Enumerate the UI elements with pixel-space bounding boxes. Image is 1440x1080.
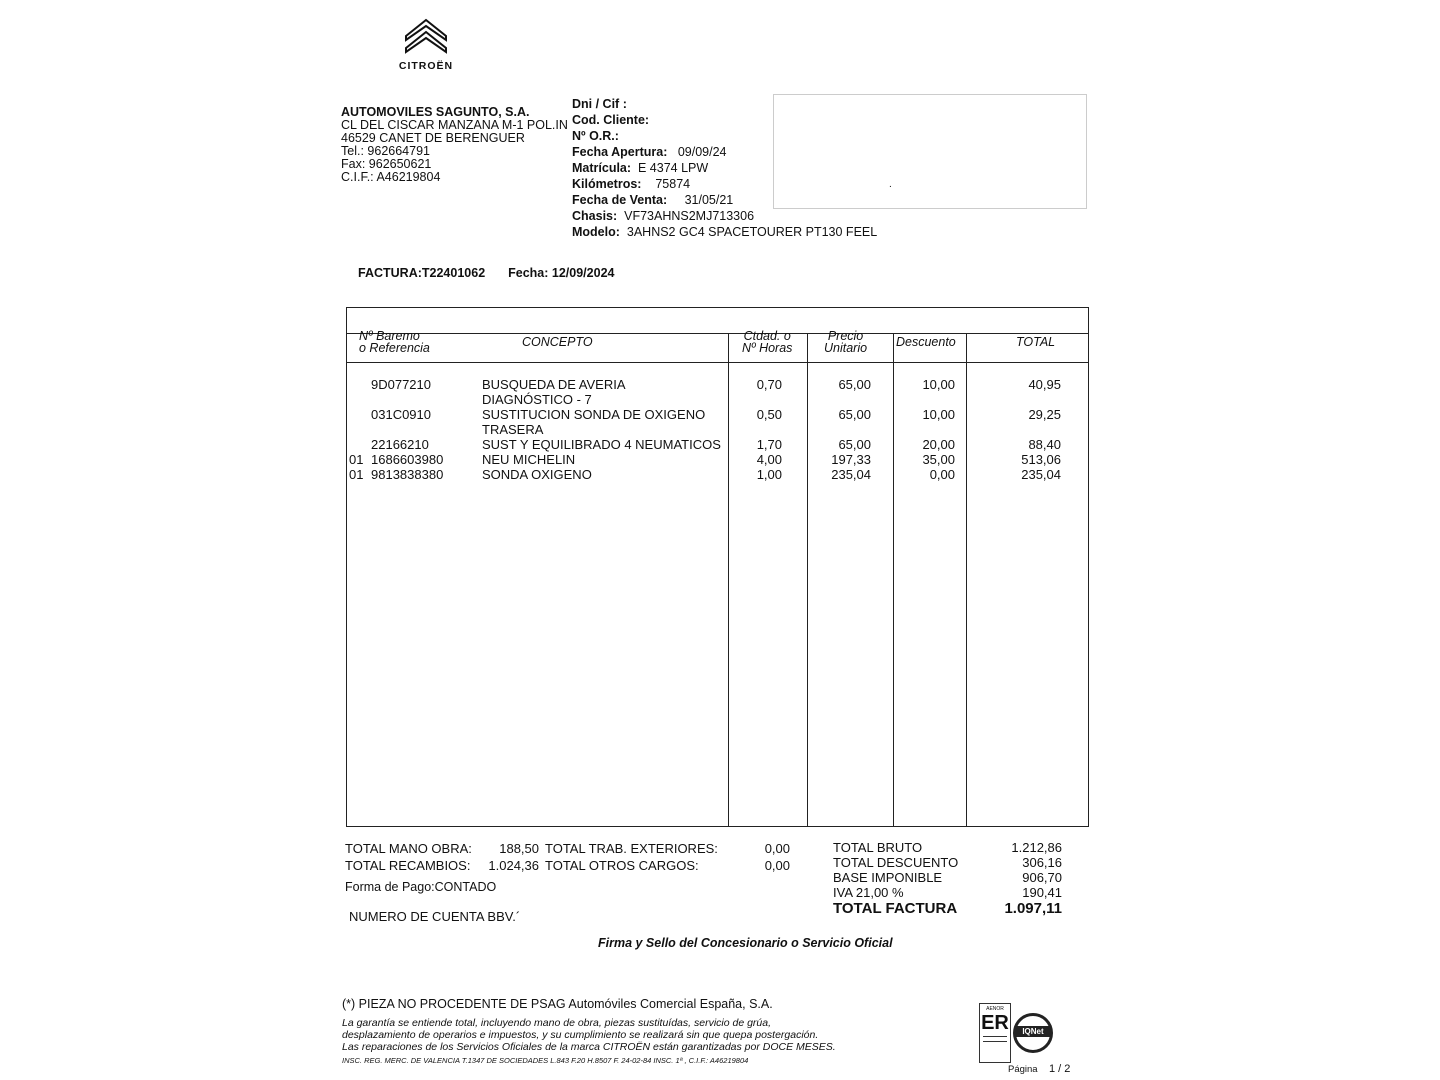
header-ref-line2: o Referencia — [359, 341, 430, 355]
descuento-value: 306,16 — [1022, 855, 1062, 870]
bruto-value: 1.212,86 — [1011, 840, 1062, 855]
row-total: 235,04 — [1021, 467, 1061, 482]
iqnet-cert-icon — [1013, 1013, 1053, 1053]
page-number: 1 / 2 — [1049, 1063, 1071, 1075]
base-value: 906,70 — [1022, 870, 1062, 885]
table-header-top-line — [347, 333, 1088, 334]
otros-label: TOTAL OTROS CARGOS: — [545, 858, 699, 873]
row-discount: 35,00 — [922, 452, 955, 467]
row-reference: 9D077210 — [371, 377, 431, 392]
fecha-label: Fecha: — [508, 266, 549, 280]
aenor-label: AENOR — [986, 1006, 1004, 1012]
trab-ext-value: 0,00 — [764, 841, 790, 856]
mano-obra-value: 188,50 — [499, 841, 539, 856]
tel-value: 962664791 — [367, 144, 430, 158]
fecha-value: 12/09/2024 — [551, 266, 615, 280]
page-label: Página — [1008, 1064, 1038, 1075]
iqnet-label: IQNet — [1016, 1026, 1050, 1037]
row-discount: 10,00 — [922, 377, 955, 392]
recambios-value: 1.024,36 — [488, 858, 539, 873]
header-cant-line1: Ctdad. o — [743, 329, 791, 343]
pago-label: Forma de Pago: — [345, 880, 435, 894]
iva-value: 190,41 — [1022, 885, 1062, 900]
table-row — [347, 392, 1088, 407]
firma-caption: Firma y Sello del Concesionario o Servicio Oficial — [598, 936, 893, 950]
table-row — [347, 407, 1088, 422]
warranty-line3: Las reparaciones de los Servicios Oficiales de la marca CITROËN están garantizadas por DOCE MESES. — [342, 1041, 836, 1053]
totals-right — [833, 840, 1062, 918]
row-reference: 031C0910 — [371, 407, 431, 422]
header-total: TOTAL — [1016, 335, 1056, 349]
total-factura-label: TOTAL FACTURA — [833, 900, 958, 917]
row-quantity: 0,50 — [756, 407, 782, 422]
brand-name: CITROËN — [398, 60, 454, 72]
table-row — [347, 422, 1088, 437]
venta-value: 31/05/21 — [684, 193, 734, 207]
cuenta-label: NUMERO DE CUENTA BBV.´ — [349, 909, 521, 924]
citroen-logo — [388, 14, 464, 72]
row-concept: SUST Y EQUILIBRADO 4 NEUMATICOS — [482, 437, 721, 452]
tel-label: Tel.: — [341, 144, 364, 158]
table-row — [347, 467, 1088, 482]
table-header-bottom-line — [347, 362, 1088, 363]
row-discount: 10,00 — [922, 407, 955, 422]
otros-value: 0,00 — [764, 858, 790, 873]
row-discount: 0,00 — [929, 467, 955, 482]
pago-value: CONTADO — [434, 880, 497, 894]
table-row — [347, 377, 1088, 392]
iva-label: IVA 21,00 % — [833, 885, 904, 900]
venta-label: Fecha de Venta: — [572, 193, 668, 207]
row-reference: 1686603980 — [371, 452, 444, 467]
registry-text: INSC. REG. MERC. DE VALENCIA T.1347 DE SOCIEDADES L.843 F.20 H.8507 F. 24-02-84 INSC. 1ª , C.I.F.: A46219804 — [342, 1056, 749, 1065]
row-total: 40,95 — [1028, 377, 1061, 392]
matricula-label: Matrícula: — [572, 161, 632, 175]
row-quantity: 4,00 — [756, 452, 782, 467]
factura-number: T22401062 — [421, 266, 486, 280]
apertura-label: Fecha Apertura: — [572, 145, 668, 159]
trab-ext-label: TOTAL TRAB. EXTERIORES: — [545, 841, 718, 856]
row-total: 88,40 — [1028, 437, 1061, 452]
row-concept: NEU MICHELIN — [482, 452, 576, 467]
dni-label: Dni / Cif : — [572, 97, 627, 111]
totals-left — [345, 841, 795, 924]
cliente-label: Cod. Cliente: — [572, 113, 650, 127]
row-unit-price: 65,00 — [838, 377, 871, 392]
row-concept: TRASERA — [482, 422, 544, 437]
invoice-header — [358, 266, 614, 280]
row-quantity: 1,00 — [756, 467, 782, 482]
header-precio — [824, 330, 867, 354]
cif-value: A46219804 — [376, 170, 441, 184]
header-precio-line2: Unitario — [824, 341, 868, 355]
customer-address-box — [773, 94, 1087, 209]
er-label: ER — [981, 1012, 1009, 1034]
km-value: 75874 — [655, 177, 691, 191]
row-quantity: 0,70 — [756, 377, 782, 392]
chasis-value: VF73AHNS2MJ713306 — [624, 209, 755, 223]
factura-label: FACTURA: — [358, 266, 422, 280]
header-ref-line1: Nº Baremo — [359, 329, 420, 343]
company-address1: CL DEL CISCAR MANZANA M-1 POL.IN — [341, 118, 568, 132]
row-concept: SONDA OXIGENO — [482, 467, 592, 482]
header-concepto: CONCEPTO — [522, 335, 593, 349]
header-cant-line2: Nº Horas — [742, 341, 793, 355]
invoice-table — [346, 307, 1089, 827]
header-descuento: Descuento — [896, 335, 956, 349]
citroen-chevrons-icon — [402, 14, 450, 54]
row-total: 29,25 — [1028, 407, 1061, 422]
table-row — [347, 452, 1088, 467]
company-block — [341, 106, 568, 184]
row-total: 513,06 — [1021, 452, 1061, 467]
base-label: BASE IMPONIBLE — [833, 870, 943, 885]
header-cantidad — [742, 330, 792, 354]
row-quantity: 1,70 — [756, 437, 782, 452]
row-prefix: 01 — [349, 467, 364, 482]
fax-label: Fax: — [341, 157, 366, 171]
warranty-text — [342, 1017, 836, 1053]
row-unit-price: 197,33 — [831, 452, 871, 467]
row-unit-price: 65,00 — [838, 437, 871, 452]
descuento-label: TOTAL DESCUENTO — [833, 855, 959, 870]
mano-obra-label: TOTAL MANO OBRA: — [345, 841, 472, 856]
km-label: Kilómetros: — [572, 177, 642, 191]
modelo-label: Modelo: — [572, 225, 620, 239]
cif-label: C.I.F.: — [341, 170, 374, 184]
matricula-value: E 4374 LPW — [638, 161, 709, 175]
row-concept: SUSTITUCION SONDA DE OXIGENO — [482, 407, 706, 422]
recambios-label: TOTAL RECAMBIOS: — [345, 858, 471, 873]
company-address2: 46529 CANET DE BERENGUER — [341, 131, 525, 145]
warranty-line2: desplazamiento de operarios e impuestos, y su cumplimiento se realizará sin que quepa postergación. — [342, 1029, 819, 1041]
aenor-cert-icon — [979, 1003, 1011, 1063]
apertura-value: 09/09/24 — [677, 145, 727, 159]
fax-value: 962650621 — [368, 157, 432, 171]
address-box-mark: . — [889, 179, 892, 190]
row-discount: 20,00 — [922, 437, 955, 452]
total-factura-value: 1.097,11 — [1004, 900, 1062, 917]
pieza-note: (*) PIEZA NO PROCEDENTE DE PSAG Automóviles Comercial España, S.A. — [342, 997, 773, 1011]
header-ref — [359, 330, 430, 354]
row-reference: 9813838380 — [371, 467, 444, 482]
row-concept: DIAGNÓSTICO - 7 — [482, 392, 592, 407]
table-row — [347, 437, 1088, 452]
row-reference: 22166210 — [371, 437, 429, 452]
row-unit-price: 65,00 — [838, 407, 871, 422]
bruto-label: TOTAL BRUTO — [833, 840, 923, 855]
company-name: AUTOMOVILES SAGUNTO, S.A. — [341, 105, 530, 119]
row-concept: BUSQUEDA DE AVERIA — [482, 377, 626, 392]
chasis-label: Chasis: — [572, 209, 618, 223]
warranty-line1: La garantía se entiende total, incluyendo mano de obra, piezas sustituídas, servicio de grúa, — [342, 1017, 772, 1029]
row-prefix: 01 — [349, 452, 364, 467]
row-unit-price: 235,04 — [831, 467, 871, 482]
modelo-value: 3AHNS2 GC4 SPACETOURER PT130 FEEL — [626, 225, 878, 239]
header-precio-line1: Precio — [827, 329, 864, 343]
or-label: Nº O.R.: — [572, 129, 619, 143]
